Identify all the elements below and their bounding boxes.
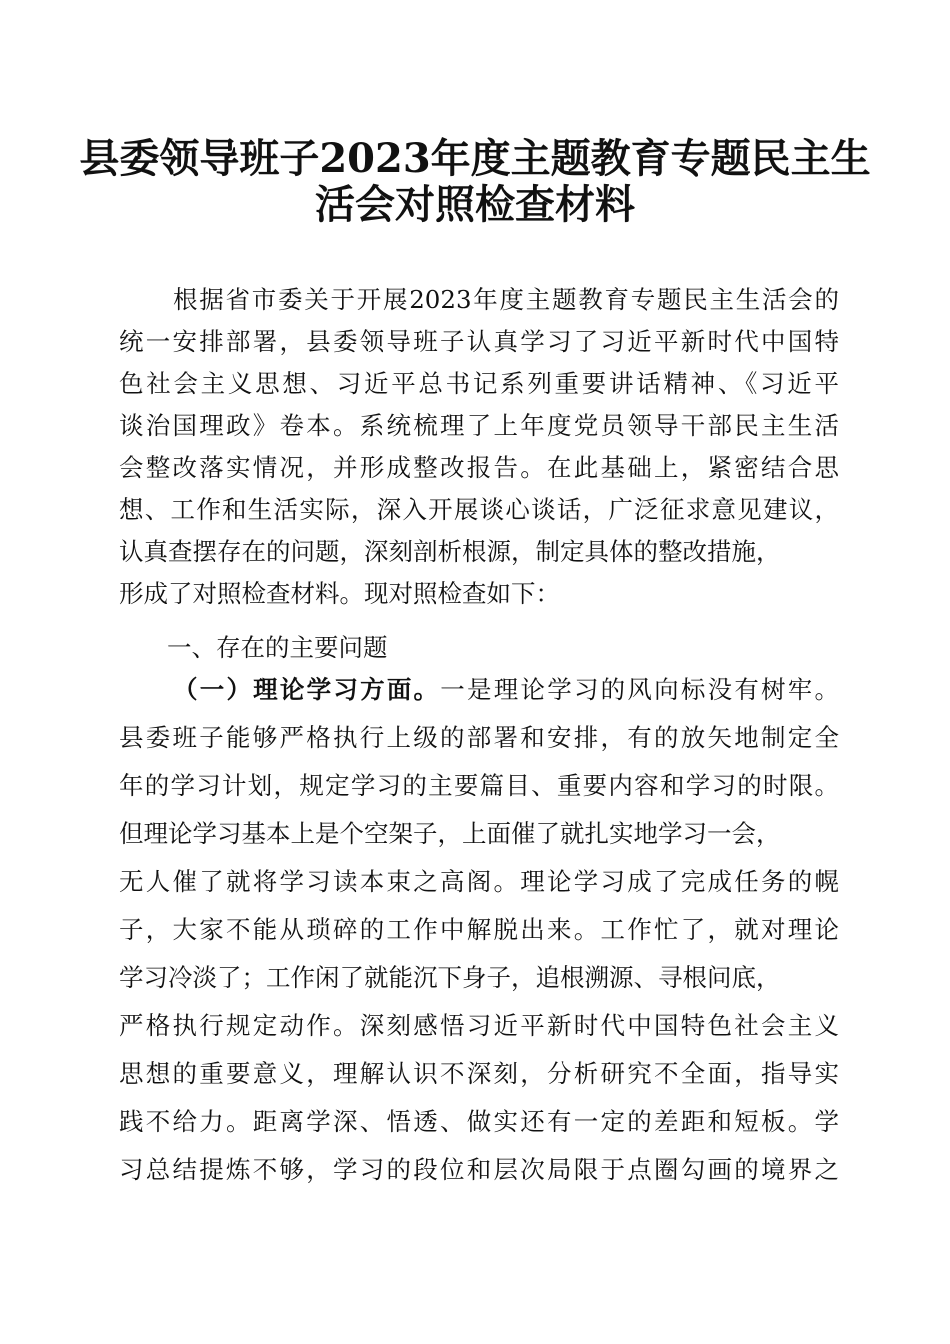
intro-line: 会整改落实情况，并形成整改报告。在此基础上，紧密结合思 xyxy=(119,453,839,482)
body-line: 年的学习计划，规定学习的主要篇目、重要内容和学习的时限。 xyxy=(119,771,839,800)
body-line: 践不给力。距离学深、悟透、做实还有一定的差距和短板。学 xyxy=(119,1107,839,1136)
body-line: 县委班子能够严格执行上级的部署和安排，有的放矢地制定全 xyxy=(119,723,839,752)
subsection-bold-lead: （一）理论学习方面。 xyxy=(173,675,441,704)
intro-line: 谈治国理政》卷本。系统梳理了上年度党员领导干部民主生活 xyxy=(119,411,839,440)
body-line: 严格执行规定动作。深刻感悟习近平新时代中国特色社会主义 xyxy=(119,1011,839,1040)
body-line: 但理论学习基本上是个空架子，上面催了就扎实地学习一会， xyxy=(119,819,781,848)
body-line: 思想的重要意义，理解认识不深刻，分析研究不全面，指导实 xyxy=(119,1059,839,1088)
intro-line: 想、工作和生活实际，深入开展谈心谈话，广泛征求意见建议， xyxy=(119,495,839,524)
intro-line: 统一安排部署，县委领导班子认真学习了习近平新时代中国特 xyxy=(119,327,839,356)
body-line: 学习冷淡了；工作闲了就能沉下身子，追根溯源、寻根问底， xyxy=(119,963,781,992)
document-title-line-2: 活会对照检查材料 xyxy=(315,181,635,228)
intro-line: 形成了对照检查材料。现对照检查如下： xyxy=(119,579,560,608)
intro-line: 根据省市委关于开展2023年度主题教育专题民主生活会的 xyxy=(173,285,839,314)
body-line: 无人催了就将学习读本束之高阁。理论学习成了完成任务的幌 xyxy=(119,867,839,896)
intro-line: 认真查摆存在的问题，深刻剖析根源，制定具体的整改措施， xyxy=(119,537,781,566)
subsection-first-line xyxy=(173,672,839,708)
subsection-first-line-rest: 一是理论学习的风向标没有树牢。 xyxy=(440,675,840,704)
intro-line: 色社会主义思想、习近平总书记系列重要讲话精神、《习近平 xyxy=(119,369,839,398)
section-heading: 一、存在的主要问题 xyxy=(167,633,388,662)
document-title-line-1: 县委领导班子2023年度主题教育专题民主生 xyxy=(79,135,871,182)
body-line: 习总结提炼不够，学习的段位和层次局限于点圈勾画的境界之 xyxy=(119,1155,839,1184)
body-line: 子，大家不能从琐碎的工作中解脱出来。工作忙了，就对理论 xyxy=(119,915,839,944)
